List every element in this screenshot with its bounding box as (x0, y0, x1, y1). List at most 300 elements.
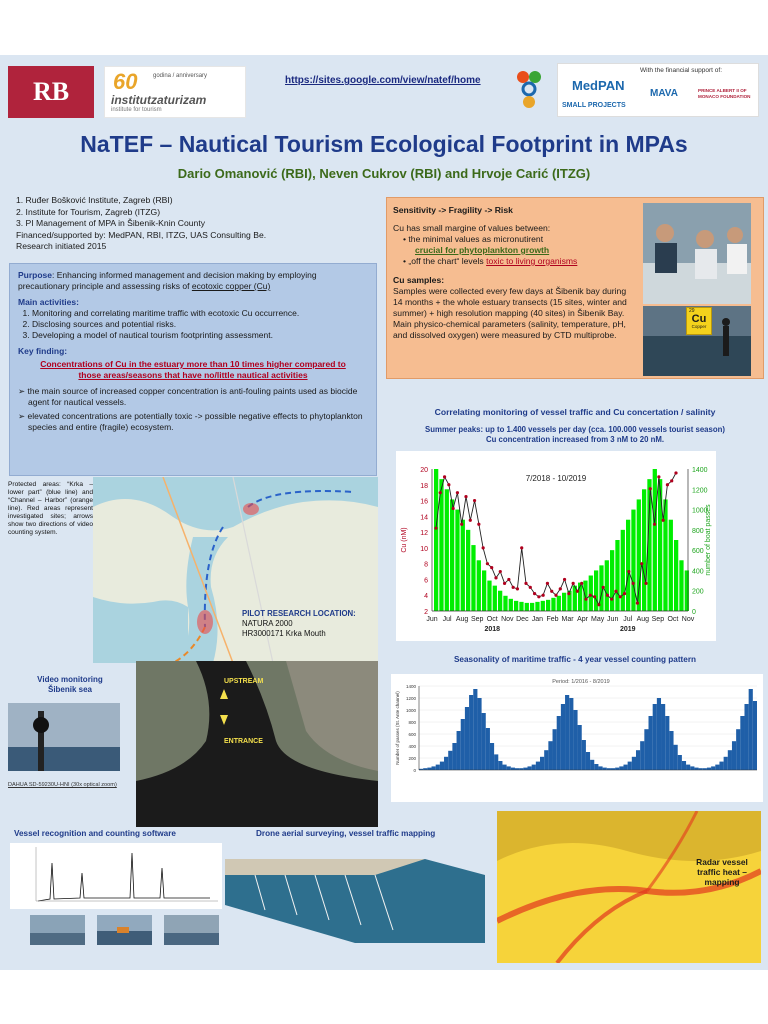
boat-passes-bar (477, 560, 481, 611)
itzg-anniversary: 60 (113, 69, 138, 94)
vessel-count-bar (477, 698, 481, 770)
boat-passes-bar (610, 550, 614, 611)
x-tick-label: Oct (667, 616, 679, 623)
vessel-count-bar (740, 716, 744, 770)
vessel-count-bar (569, 698, 573, 770)
cu-data-point (542, 594, 545, 597)
cu-data-point (546, 582, 549, 585)
vessel-count-bar (561, 704, 565, 770)
cu-data-point (486, 562, 489, 565)
affiliation-line: 1. Ruđer Bošković Institute, Zagreb (RBI) (16, 195, 173, 205)
cu-data-point (584, 598, 587, 601)
vessel-count-bar (623, 765, 627, 770)
x-tick-label: Feb (546, 616, 559, 623)
key-finding-title: Key finding: (18, 346, 68, 356)
video-heading-line2: Šibenik sea (47, 685, 93, 694)
activities-list (32, 308, 368, 341)
vessel-count-bar (724, 757, 728, 770)
radar-heatmap (497, 811, 761, 963)
cu-data-point (649, 487, 652, 490)
vessel-count-bar (661, 704, 665, 770)
colored-dots-logo-icon (513, 69, 545, 109)
cu-data-point (434, 527, 437, 530)
cu-data-point (554, 594, 557, 597)
vessel-count-bar (536, 762, 540, 770)
vessel-count-bar (578, 725, 582, 770)
itzg-logo (104, 66, 246, 118)
y-tick-label: 10 (420, 545, 428, 553)
purpose-text (18, 270, 368, 292)
itzg-tagline: institute for tourism (111, 107, 162, 113)
vessel-count-bar (744, 704, 748, 770)
vessel-count-bar (490, 743, 494, 770)
pilot-site-code: HR3000171 Krka Mouth (242, 629, 326, 638)
x-tick-label: Jan (531, 616, 544, 623)
cu-data-point (602, 586, 605, 589)
vessel-count-bar (590, 760, 594, 770)
boat-passes-bar (674, 540, 678, 611)
cu-data-point (567, 592, 570, 595)
y-tick-label: 1200 (405, 696, 416, 701)
cu-data-point (657, 475, 660, 478)
y-tick-label: 800 (408, 720, 416, 725)
x-tick-label: Apr (577, 616, 589, 623)
y-tick-label: 400 (408, 744, 416, 749)
boat-passes-bar (615, 540, 619, 611)
vessel-count-bar (527, 766, 531, 770)
x-tick-label: Jun (607, 616, 619, 623)
vessel-count-bar (448, 751, 452, 770)
itzg-anniversary-label: godina / anniversary (153, 73, 208, 79)
risk-intro: Cu has small margine of values between: (393, 223, 551, 233)
boat-passes-bar (461, 520, 465, 611)
project-url-link[interactable]: https://sites.google.com/view/natef/home (285, 75, 481, 86)
vessel-count-bar (728, 750, 732, 770)
x-tick-label: Nov (501, 616, 514, 623)
sponsor-label: With the financial support of: (640, 67, 723, 74)
cu-vessel-chart (396, 451, 716, 641)
activity-item: 2. Disclosing sources and potential risks. (32, 319, 368, 330)
poster-authors: Dario Omanović (RBI), Neven Cukrov (RBI) and Hrvoje Carić (ITZG) (177, 166, 591, 181)
vessel-count-bar (682, 761, 686, 770)
vessel-count-bar (674, 745, 678, 770)
x-tick-label: Sep (470, 616, 484, 623)
drone-aerial-photo (225, 845, 485, 943)
risk-bullet-1-text: the minimal values as micronutirent (408, 234, 544, 244)
y-tick-label: 200 (408, 756, 416, 761)
y-tick-label: 12 (420, 530, 428, 538)
vessel-count-bar (653, 704, 657, 770)
vessel-count-bar (457, 731, 461, 770)
vessel-count-bar (732, 741, 736, 770)
y2-tick-label: 0 (692, 609, 696, 616)
mava-logo: MAVA (650, 88, 678, 99)
y-tick-label: 4 (424, 593, 428, 601)
vessel-count-bar (486, 728, 490, 770)
vessel-count-bar (553, 729, 557, 770)
boat-passes-bar (450, 499, 454, 611)
pilot-natura: NATURA 2000 (242, 619, 293, 628)
y-tick-label: 8 (424, 561, 428, 569)
vessel-count-bar (586, 752, 590, 770)
cu-data-point (499, 570, 502, 573)
vessel-count-bar (565, 695, 569, 770)
vessel-count-bar (711, 766, 715, 770)
boat-passes-bar (535, 602, 539, 611)
boat-passes-bar (605, 560, 609, 611)
small-projects-label: SMALL PROJECTS (562, 102, 626, 109)
cu-data-point (589, 594, 592, 597)
vessel-count-bar (665, 716, 669, 770)
y-tick-label: 14 (420, 514, 428, 522)
cu-data-point (524, 582, 527, 585)
key-finding-text: Concentrations of Cu in the estuary more than 10 times higher compared to those areas/seasons that have no/little nautical activities (40, 359, 346, 380)
vessel-count-bar (436, 765, 440, 770)
y-tick-label: 0 (413, 768, 416, 773)
purpose-box (9, 263, 377, 476)
y2-tick-label: 1200 (692, 487, 708, 495)
vessel-count-bar (594, 764, 598, 770)
chart-title: 7/2018 - 10/2019 (525, 474, 587, 483)
boat-passes-bar (471, 545, 475, 611)
correlation-subheading (386, 425, 764, 445)
cu-data-point (533, 592, 536, 595)
samples-title: Cu samples: (393, 275, 445, 285)
research-start-line: Research initiated 2015 (16, 241, 107, 251)
correlation-cu-increase: Cu concentration increased from 3 nM to 20 nM. (485, 435, 665, 444)
poster-title: NaTEF – Nautical Tourism Ecological Footprint in MPAs (80, 131, 688, 157)
cu-data-point (670, 479, 673, 482)
risk-title: Sensitivity -> Fragility -> Risk (393, 205, 513, 215)
rbi-logo (8, 66, 94, 118)
risk-bullet-2-text: „off the chart“ levels (408, 256, 487, 266)
cu-data-point (490, 566, 493, 569)
vessel-count-bar (598, 766, 602, 770)
vessel-count-bar (432, 766, 436, 770)
vessel-count-bar (502, 765, 506, 770)
cu-data-point (443, 475, 446, 478)
boat-passes-bar (509, 599, 513, 611)
boat-passes-bar (679, 560, 683, 611)
y-tick-label: 600 (408, 732, 416, 737)
vessel-count-bar (649, 716, 653, 770)
cu-data-point (644, 582, 647, 585)
risk-bullet-2-highlight: toxic to living organisms (486, 256, 578, 266)
finding-bullet: ➢ the main source of increased copper concentration is anti-fouling paints used as biocide agent for nautical vessels. (18, 386, 358, 407)
vessel-count-bar (544, 750, 548, 770)
y-tick-label: 6 (424, 577, 428, 585)
camera-photo (8, 703, 120, 771)
cu-data-point (477, 523, 480, 526)
software-label: Vessel recognition and counting software (14, 829, 176, 838)
drone-label: Drone aerial surveying, vessel traffic mapping (256, 829, 436, 838)
y-tick-label: 16 (420, 498, 428, 506)
vessel-count-bar (440, 762, 444, 770)
boat-passes-bar (482, 570, 486, 611)
vessel-count-bar (523, 768, 527, 770)
vessel-count-bar (540, 757, 544, 770)
y2-tick-label: 400 (692, 568, 704, 576)
cu-data-point (550, 590, 553, 593)
seasonality-heading: Seasonality of maritime traffic - 4 year vessel counting pattern (453, 655, 697, 664)
boat-passes-bar (498, 591, 502, 611)
vessel-count-bar (557, 716, 561, 770)
vessel-count-bar (465, 707, 469, 770)
cu-data-point (606, 594, 609, 597)
cu-data-point (473, 499, 476, 502)
activity-item: 3. Developing a model of nautical tourism footprinting assessment. (32, 330, 368, 341)
boat-passes-bar (514, 601, 518, 611)
risk-bullet-1: • the minimal values as micronutirent (403, 234, 544, 244)
vessel-count-bar (678, 755, 682, 770)
medpan-logo: MedPAN (572, 78, 625, 93)
purpose-ecotoxic-link: ecotoxic copper (Cu) (191, 281, 271, 291)
boat-passes-bar (653, 469, 657, 611)
x-tick-label: Mar (561, 616, 574, 623)
purpose-label: Purpose (18, 270, 53, 280)
boat-passes-bar (658, 479, 662, 611)
boat-passes-bar (519, 602, 523, 611)
finding-bullet-text: the main source of increased copper concentration is anti-fouling paints used as biocide agent for nautical vessels. (27, 386, 358, 407)
copper-atomic-number: 29 (689, 308, 695, 314)
affiliation-line: 3. PI Management of MPA in Šibenik-Knin County (16, 218, 206, 228)
boat-passes-bar (503, 596, 507, 611)
boat-passes-bar (631, 510, 635, 611)
vessel-count-bar (444, 757, 448, 770)
y-axis-label: Number of passes (St. Ante channel) (395, 691, 400, 765)
boat-passes-bar (466, 530, 470, 611)
seasonality-chart (391, 674, 763, 802)
cu-data-point (576, 590, 579, 593)
boat-passes-bar (530, 603, 534, 611)
vessel-count-bar (473, 689, 477, 770)
cu-data-point (512, 586, 515, 589)
finding-bullet: ➢ elevated concentrations are potentially toxic -> possible negative effects to phytoplankton species and entire (fragile) ecosystem. (18, 411, 363, 432)
y-tick-label: 20 (420, 467, 428, 474)
risk-text (393, 205, 643, 341)
upstream-label: UPSTREAM (224, 678, 264, 685)
video-heading-line1: Video monitoring (37, 675, 103, 684)
cu-data-point (456, 491, 459, 494)
cu-data-point (447, 483, 450, 486)
cu-data-point (666, 483, 669, 486)
vessel-count-bar (469, 695, 473, 770)
boat-passes-bar (434, 469, 438, 611)
boat-passes-bar (562, 593, 566, 611)
x-tick-label: May (591, 616, 605, 623)
cu-data-point (619, 595, 622, 598)
cu-data-point (460, 523, 463, 526)
cu-data-point (593, 595, 596, 598)
cu-data-point (469, 519, 472, 522)
cu-data-point (559, 587, 562, 590)
itzg-name: institutzaturizam (111, 93, 207, 107)
affiliation-line: 2. Institute for Tourism, Zagreb (ITZG) (16, 206, 161, 217)
x-tick-label: Jul (442, 616, 452, 623)
vessel-count-bar (573, 710, 577, 770)
affiliations (16, 195, 266, 253)
y-tick-label: 1000 (405, 708, 416, 713)
y2-axis-label: number of boat passes (705, 504, 712, 576)
cu-data-point (572, 582, 575, 585)
cu-data-point (580, 582, 583, 585)
vessel-count-bar (632, 757, 636, 770)
boat-passes-bar (546, 600, 550, 611)
vessel-thumb-3 (164, 915, 219, 945)
cu-data-point (439, 491, 442, 494)
vessel-count-bar (644, 729, 648, 770)
vessel-count-bar (507, 766, 511, 770)
vessel-count-bar (498, 761, 502, 770)
vessel-count-bar (640, 741, 644, 770)
poster (0, 55, 768, 970)
vessel-count-bar (494, 754, 498, 770)
vessel-count-bar (715, 765, 719, 770)
vessel-count-bar (603, 768, 607, 770)
boat-passes-bar (551, 598, 555, 611)
y-tick-label: 1400 (405, 684, 416, 689)
funding-line: Financed/supported by: MedPAN, RBI, ITZG, UAS Consulting Be. (16, 229, 267, 240)
purpose-body: : Enhancing informed management and decision making by employing precautionary principle and assessing risks of (18, 270, 317, 291)
protected-areas-text: Protected areas: “Krka – lower part” (blue line) and “Channel – Harbor” (orange line). Red areas represent investigated sites; arrows show two directions of video counting system. (8, 481, 93, 536)
cu-data-point (597, 603, 600, 606)
correlation-summer-peaks: Summer peaks: up to 1.400 vessels per day (cca. 100.000 vessels tourist season) (425, 425, 725, 434)
correlation-heading: Correlating monitoring of vessel traffic and Cu concertation / salinity (434, 407, 716, 417)
boat-passes-bar (557, 596, 561, 611)
chart-title: Period: 1/2016 - 8/2019 (552, 679, 610, 685)
year-label: 2019 (619, 626, 636, 633)
finding-bullet-text: elevated concentrations are potentially toxic -> possible negative effects to phytoplankton species and entire (fragile) ecosystem. (27, 411, 363, 432)
satellite-photo (136, 661, 378, 827)
cu-data-point (452, 507, 455, 510)
vessel-count-bar (707, 768, 711, 770)
y2-tick-label: 600 (692, 548, 704, 556)
camera-model-label: DAHUA SD-59230U-HNI (30x optical zoom) (8, 782, 117, 788)
cu-data-point (520, 546, 523, 549)
pilot-title: PILOT RESEARCH LOCATION: (242, 609, 356, 618)
y2-tick-label: 800 (692, 527, 704, 535)
x-tick-label: Aug (455, 616, 469, 623)
cu-data-point (636, 602, 639, 605)
boat-passes-bar (589, 576, 593, 612)
cu-data-point (632, 582, 635, 585)
y2-tick-label: 1400 (692, 467, 708, 474)
cu-data-point (563, 578, 566, 581)
cu-data-point (662, 519, 665, 522)
radar-label: Radar vessel traffic heat – mapping (696, 857, 748, 887)
pilot-location (242, 609, 356, 639)
x-tick-label: Sep (651, 616, 665, 623)
cu-data-point (494, 576, 497, 579)
activities-title: Main activities: (18, 297, 79, 307)
vessel-count-bar (482, 713, 486, 770)
vessel-count-bar (511, 768, 515, 770)
boat-passes-bar (455, 510, 459, 611)
vessel-count-bar (427, 768, 431, 770)
counting-software-screenshot (10, 843, 222, 909)
y-tick-label: 18 (420, 482, 428, 490)
vessel-count-bar (628, 762, 632, 770)
vessel-count-bar (461, 719, 465, 770)
copper-element-icon (686, 307, 712, 335)
cu-data-point (516, 587, 519, 590)
y2-tick-label: 1000 (692, 507, 708, 515)
vessel-count-bar (532, 765, 536, 770)
foundation-logo: PRINCE ALBERT II OF MONACO FOUNDATION (698, 88, 751, 99)
finding-bullets (18, 386, 368, 433)
vessel-count-bar (669, 731, 673, 770)
cu-data-point (537, 595, 540, 598)
x-tick-label: Jul (623, 616, 633, 623)
vessel-count-bar (452, 743, 456, 770)
vessel-count-bar (615, 768, 619, 770)
boat-passes-bar (626, 520, 630, 611)
cu-data-point (503, 582, 506, 585)
activities-title-text: Main activities (18, 297, 77, 307)
boat-passes-bar (445, 489, 449, 611)
cu-data-point (614, 590, 617, 593)
boat-passes-bar (487, 581, 491, 611)
year-label: 2018 (484, 626, 501, 633)
video-monitoring-heading (10, 675, 130, 695)
vessel-count-bar (548, 741, 552, 770)
vessel-count-bar (694, 768, 698, 770)
vessel-thumb-1 (30, 915, 85, 945)
vessel-count-bar (636, 750, 640, 770)
x-tick-label: Nov (681, 616, 695, 623)
cu-data-point (640, 562, 643, 565)
x-tick-label: Jun (426, 616, 438, 623)
cu-data-point (464, 495, 467, 498)
boat-passes-bar (493, 586, 497, 611)
copper-symbol: Cu (691, 313, 707, 325)
cu-data-point (529, 586, 532, 589)
boat-passes-bar (541, 601, 545, 611)
cu-data-point (653, 523, 656, 526)
sponsor-logos (557, 63, 759, 117)
x-tick-label: Aug (636, 616, 650, 623)
vessel-count-bar (719, 762, 723, 770)
cu-data-point (610, 598, 613, 601)
vessel-count-bar (686, 765, 690, 770)
boat-passes-bar (621, 530, 625, 611)
cu-data-point (674, 471, 677, 474)
vessel-count-bar (619, 766, 623, 770)
vessel-count-bar (749, 689, 753, 770)
cu-data-point (627, 570, 630, 573)
vessel-count-bar (736, 729, 740, 770)
vessel-thumb-2 (97, 915, 152, 945)
x-tick-label: Dec (516, 616, 529, 623)
vessel-count-bar (657, 698, 661, 770)
samples-text: Samples were collected every few days at Šibenik bay during 14 months + the whole estuary transects (15 sites, winter and summer) + high resolution mapping (40 sites) in Šibenik Bay. Main physico-chemical parameters (salinity, temperature, pH, and dissolved oxygen) were measured by CTD multiprobe. (393, 286, 627, 340)
boat-passes-bar (525, 603, 529, 611)
vessel-count-bar (753, 701, 757, 770)
copper-name: Copper (691, 324, 707, 329)
lab-team-photo (643, 203, 751, 304)
risk-bullet-1-highlight: crucial for phytoplankton growth (415, 245, 550, 255)
entrance-label: ENTRANCE (224, 738, 263, 745)
risk-bullet-2: • „off the chart“ levels toxic to living organisms (403, 256, 578, 266)
y-tick-label: 2 (424, 609, 428, 616)
rbi-logo-text: RB (32, 77, 70, 106)
boat-passes-bar (669, 520, 673, 611)
cu-data-point (482, 546, 485, 549)
cu-data-point (507, 578, 510, 581)
vessel-count-bar (582, 740, 586, 770)
y-axis-label: Cu (nM) (401, 527, 408, 553)
y2-tick-label: 200 (692, 588, 704, 596)
